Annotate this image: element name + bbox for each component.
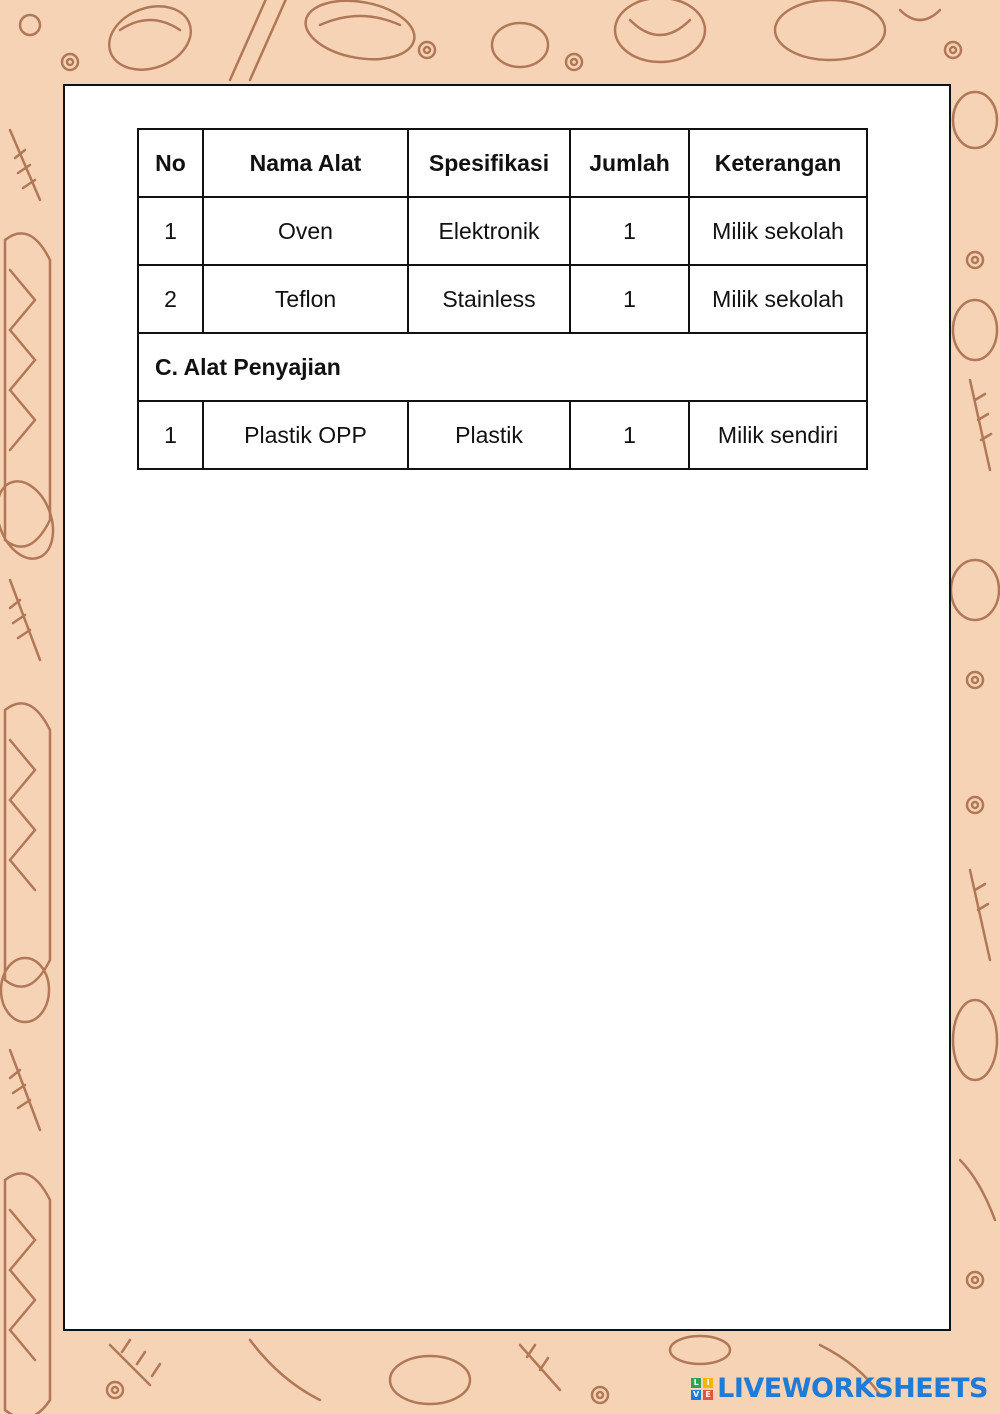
section-title: C. Alat Penyajian [138,333,867,401]
brand-text: LIVEWORKSHEETS [717,1373,988,1404]
cell-keterangan: Milik sekolah [689,265,867,333]
worksheet-page [63,84,951,1331]
table-row [138,265,867,333]
cell-keterangan: Milik sekolah [689,197,867,265]
cell-spesifikasi: Plastik [408,401,570,469]
cell-no: 1 [138,197,203,265]
header-no: No [138,129,203,197]
logo-letter: L [691,1378,701,1388]
liveworksheets-logo-icon [691,1378,713,1400]
header-keterangan: Keterangan [689,129,867,197]
table-header-row [138,129,867,197]
logo-letter: V [693,1389,700,1399]
header-spesifikasi: Spesifikasi [408,129,570,197]
table-row [138,401,867,469]
cell-spesifikasi: Stainless [408,265,570,333]
header-nama-alat: Nama Alat [203,129,408,197]
liveworksheets-brand[interactable] [691,1373,988,1404]
cell-jumlah: 1 [570,197,689,265]
equipment-table [137,128,868,470]
cell-jumlah: 1 [570,265,689,333]
cell-no: 2 [138,265,203,333]
header-jumlah: Jumlah [570,129,689,197]
logo-letter: E [703,1390,713,1400]
cell-keterangan: Milik sendiri [689,401,867,469]
cell-spesifikasi: Elektronik [408,197,570,265]
cell-no: 1 [138,401,203,469]
section-row [138,333,867,401]
logo-letter: I [703,1378,713,1388]
table-row [138,197,867,265]
cell-nama-alat: Oven [203,197,408,265]
cell-nama-alat: Teflon [203,265,408,333]
cell-nama-alat: Plastik OPP [203,401,408,469]
cell-jumlah: 1 [570,401,689,469]
